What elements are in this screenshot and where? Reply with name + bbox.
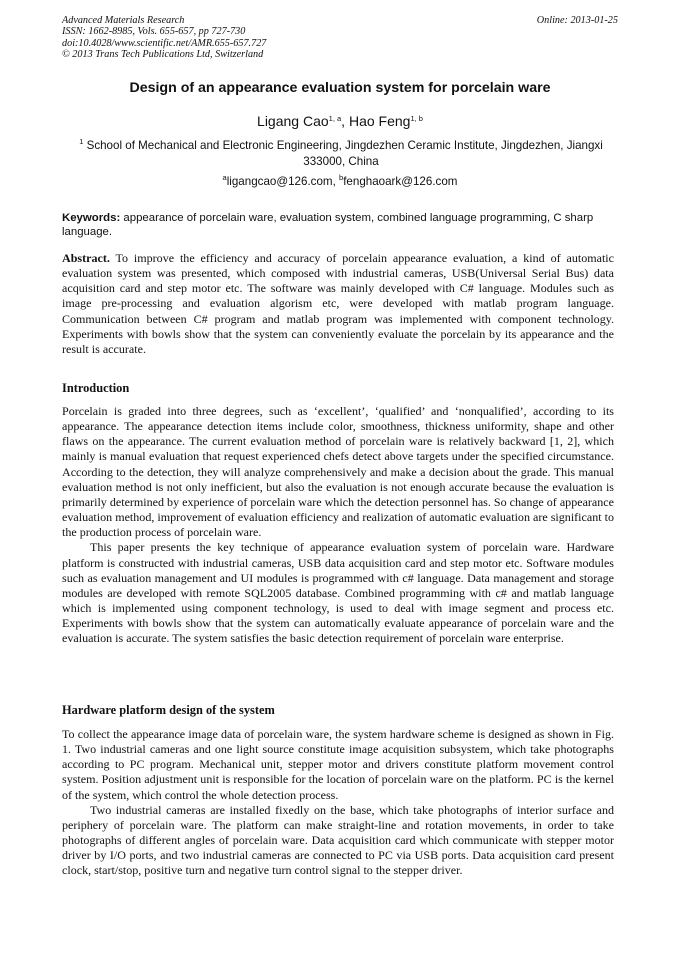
author-superscript: 1, a xyxy=(328,114,342,123)
section-heading: Hardware platform design of the system xyxy=(62,703,275,717)
paragraph: To collect the appearance image data of porcelain ware, the system hardware scheme is designed as shown in Fig. 1. Two industrial cameras and one light source constitute image acquisition subsystem, which take photographs according to PC program. Mechanical unit, stepper motor and drivers constitute platform movement control system. Position adjustment unit is responsible for the location of porcelain ware on the platform. PC is the kernel of the system, which control the whole detection process. xyxy=(62,727,614,802)
keywords-label: Keywords: xyxy=(62,212,121,224)
issn-line: ISSN: 1662-8985, Vols. 655-657, pp 727-730 xyxy=(62,26,246,38)
copyright-line: © 2013 Trans Tech Publications Ltd, Switzerland xyxy=(62,48,264,60)
affiliation-superscript: 1 xyxy=(79,137,84,146)
paper-title: Design of an appearance evaluation system for porcelain ware xyxy=(129,80,551,96)
email-line xyxy=(62,175,618,188)
author-email: fenghaoark@126.com xyxy=(343,175,458,188)
paragraph: Porcelain is graded into three degrees, such as ‘excellent’, ‘qualified’ and ‘nonqualified’, according to its appearance. The appearance detection items include color, smoothness, thickness uniformity, shape and other flaws on the appearance. The current evaluation method of porcelain ware is relatively backward [1, 2], which mainly is manual evaluation that request experienced chefs detect above targets under the specified circumstance. According to the detection, they will analyze comprehensively and make a decision about the grade. This manual evaluation method is not only inefficient, but also the evaluation is not enough accurate because the evaluation is primarily determined by experience of porcelain ware which the detection personnel has. So change of appearance evaluation method, improvement of evaluation efficiency and realization of automatic evaluation are significant to the production process of porcelain ware. xyxy=(62,404,614,540)
author-name: Hao Feng xyxy=(348,113,411,129)
author-superscript: 1, b xyxy=(410,114,423,123)
author-email: ligangcao@126.com, xyxy=(226,175,340,188)
author-name: Ligang Cao xyxy=(257,113,329,129)
abstract xyxy=(62,251,614,357)
introduction-section xyxy=(62,404,614,647)
affiliation-text: School of Mechanical and Electronic Engineering, Jingdezhen Ceramic Institute, Jingdezhen, Jiangxi 333000, China xyxy=(83,139,603,168)
paragraph: This paper presents the key technique of appearance evaluation system of porcelain ware. Hardware platform is constructed with industrial cameras, USB data acquisition card and step motor etc. Software modules such as evaluation management and UI modules is programmed with c# language. Data management and storage modules are developed with remote SQL2005 database. Combined programming with c# and matlab language which is implemented using component technology, is used to deal with image segment and process etc. Experiments with bowls show that the system can automatically evaluate appearance of porcelain ware and the evaluation is accurate. The system satisfies the basic detection requirement of porcelain ware enterprise. xyxy=(62,540,614,646)
section-heading: Introduction xyxy=(62,381,130,395)
hardware-section xyxy=(62,727,614,879)
keywords xyxy=(62,211,618,240)
journal-header xyxy=(62,15,618,60)
author-line xyxy=(62,113,618,129)
author-separator: , xyxy=(341,113,349,129)
email-superscript: b xyxy=(339,173,344,182)
doi-line: doi:10.4028/www.scientific.net/AMR.655-657.727 xyxy=(62,37,267,49)
email-superscript: a xyxy=(222,173,227,182)
abstract-label: Abstract. xyxy=(62,251,110,265)
paragraph: Two industrial cameras are installed fixedly on the base, which take photographs of interior surface and periphery of porcelain ware. The platform can make straight-line and rotation movements, in order to take photographs of different angles of porcelain ware. Data acquisition card which communicate with stepper motor driver by I/O ports, and two industrial cameras are connected to PC via USB ports. Data acquisition card present clock, start/stop, positive turn and negative turn control signal to the stepper driver. xyxy=(62,802,614,878)
affiliation xyxy=(78,138,604,170)
abstract-text: To improve the efficiency and accuracy of porcelain appearance evaluation, a kind of automatic evaluation system was presented, which composed with industrial cameras, USB(Universal Serial Bus) data acquisition card and step motor etc. The software was mainly developed with C# language. Modules such as image pre-processing and evaluation algorism etc, were developed with matlab program language. Communication between C# program and matlab program was implemented with component technology. Experiments with bowls show that the system can conveniently evaluate the porcelain by its appearance and the result is accurate. xyxy=(62,251,614,356)
journal-name: Advanced Materials Research xyxy=(62,15,185,26)
online-date: Online: 2013-01-25 xyxy=(536,15,618,26)
keywords-text: appearance of porcelain ware, evaluation system, combined language programming, C sharp language. xyxy=(62,212,594,239)
